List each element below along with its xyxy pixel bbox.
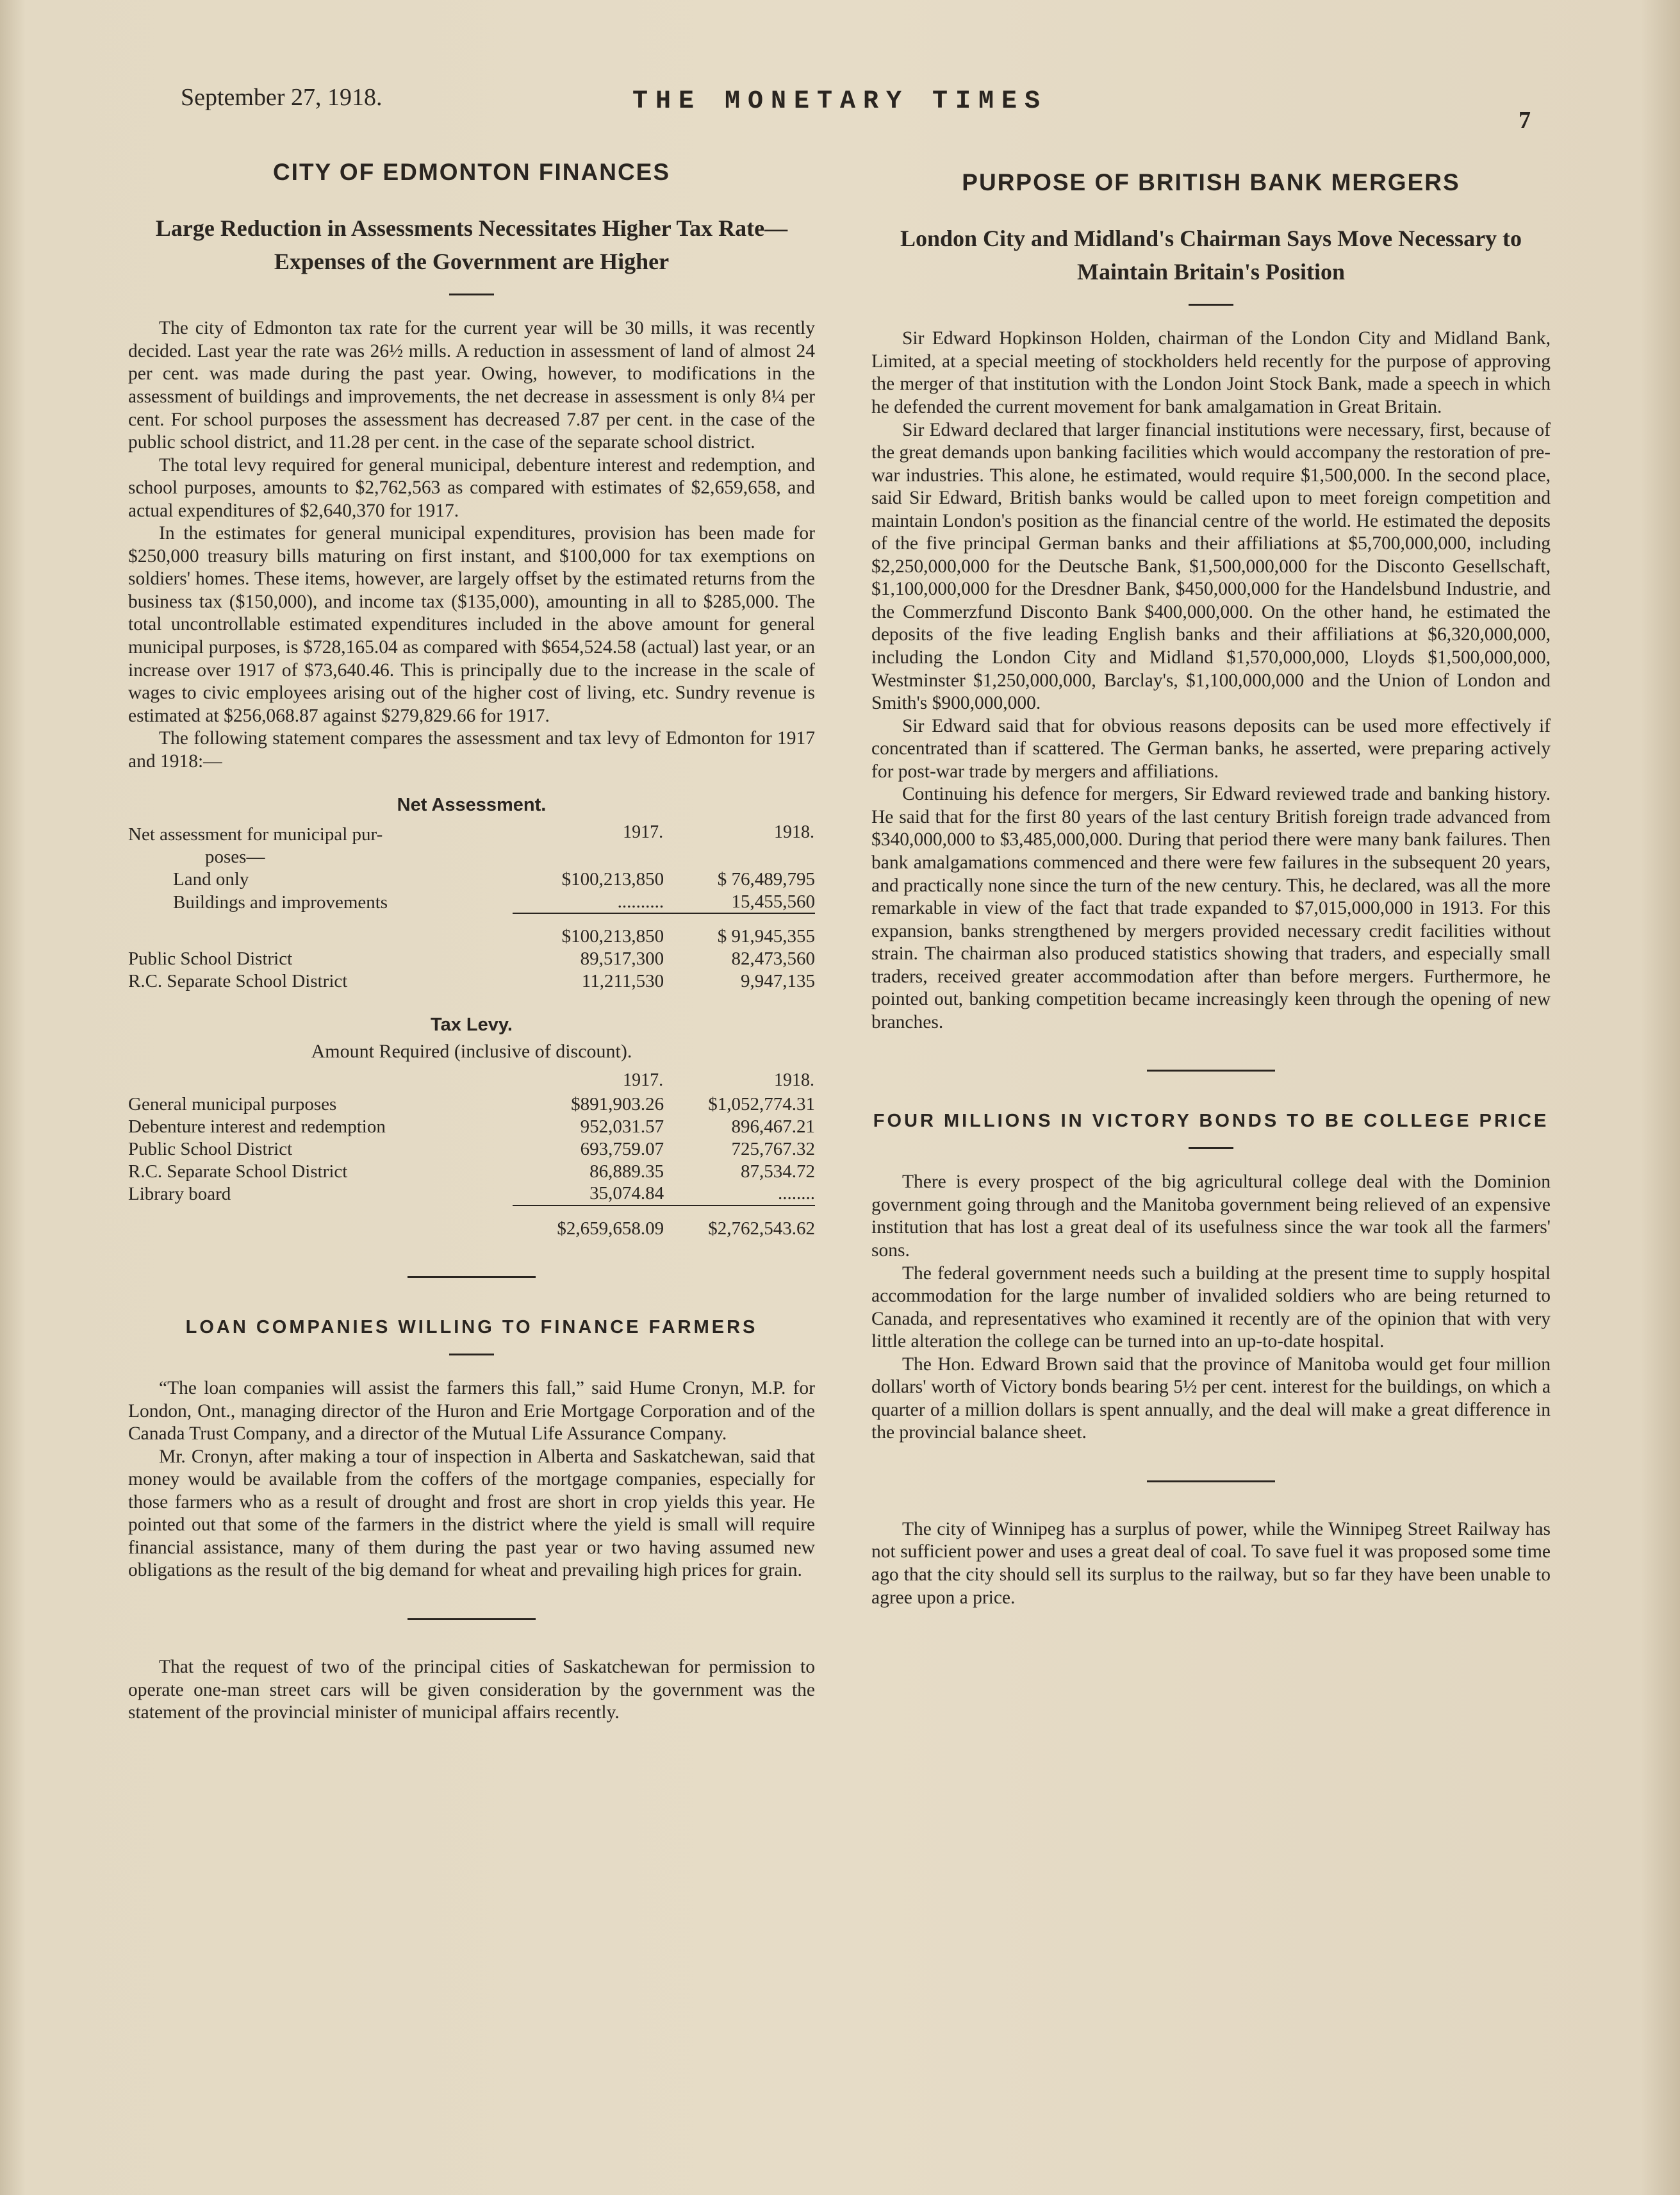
paragraph: The Hon. Edward Brown said that the province of Manitoba would get four million dollars' worth of Victory bonds bearing 5½ per cent. interest for the buildings, on which a quarter of a million dollars is spent annually, and the deal will make a great difference in the provincial balance sheet. <box>871 1354 1551 1443</box>
publication-title: THE MONETARY TIMES <box>632 87 1048 116</box>
paragraph: Sir Edward declared that larger financial institutions were necessary, first, because of the great demands upon banking facilities which would accompany the restoration of pre-war industries. This alone, he estimated, would require $1,500,000. In the second place, said Sir Edward, British banks would be called upon to meet foreign competition and maintain London's position as the financial centre of the world. He estimated the deposits of the five principal German banks and their affiliations at $5,700,000,000, including $2,250,000,000 for the Deutsche Bank, $1,500,000,000 for the Disconto Gesellschaft, $1,100,000,000 for the Dresdner Bank, $450,000,000 for the Handelsbund Industrie, and the Commerzfund Disconto Bank $400,000,000. On the other hand, he estimated the deposits of the five leading English banks and their affiliations at $6,320,000,000, including the London City and Midland $1,570,000,000, Lloyds $1,500,000,000, Westminster $1,250,000,000, Barclay's, $1,100,000,000 and the Union of London and Smith's $900,000,000. <box>871 419 1551 714</box>
value-1917: 89,517,300 <box>580 948 664 970</box>
value-1918: 896,467.21 <box>731 1116 815 1138</box>
section-divider <box>1147 1070 1275 1072</box>
total-1917: $100,213,850 <box>513 913 664 948</box>
table-row <box>128 1161 815 1183</box>
table-row <box>128 1093 815 1116</box>
page-number: 7 <box>1519 107 1531 134</box>
value-1917: 11,211,530 <box>581 970 664 991</box>
table-row <box>128 970 815 993</box>
right-column <box>871 154 1551 1609</box>
col-1918: 1918. <box>774 1070 814 1090</box>
divider <box>449 1354 494 1355</box>
value-1917: 35,074.84 <box>589 1183 664 1204</box>
table-row <box>128 891 815 914</box>
row-label: Public School District <box>128 1138 293 1159</box>
tax-levy-table <box>128 1069 815 1240</box>
divider <box>1189 1147 1233 1149</box>
section-divider <box>408 1276 536 1278</box>
value-1917: 693,759.07 <box>580 1138 664 1159</box>
paragraph: The total levy required for general municipal, debenture interest and redemption, and school purposes, amounts to $2,762,563 as compared with estimates of $2,659,658, and actual expenditures of $2,640,370 for 1917. <box>128 454 815 521</box>
divider <box>449 294 494 295</box>
paragraph: That the request of two of the principal cities of Saskatchewan for permission to operate one-man street cars will be given consideration by the government was the statement of the provincial minister of municipal affairs recently. <box>128 1657 815 1723</box>
paragraph: In the estimates for general municipal expenditures, provision has been made for $250,000 treasury bills maturing on first instant, and $100,000 for tax exemptions on soldiers' homes. These items, however, are largely offset by the estimated returns from the business tax ($150,000), and income tax ($135,000), amounting in all to $285,000. The total uncontrollable estimated expenditures included in the above amount for general municipal purposes, is $728,165.04 as compared with $654,524.58 (actual) last year, or an increase over 1917 of $73,640.46. This is principally due to the increase in the scale of wages to civic employees arising out of the higher cost of living, etc. Sundry revenue is estimated at $256,068.87 against $279,829.66 for 1917. <box>128 523 815 726</box>
total-1918: $2,762,543.62 <box>664 1205 815 1240</box>
table-row <box>128 948 815 970</box>
value-1918: 15,455,560 <box>731 891 815 912</box>
net-assessment-caption: Net Assessment. <box>397 795 547 816</box>
paragraph: “The loan companies will assist the farmers this fall,” said Hume Cronyn, M.P. for London, Ont., managing director of the Huron and Erie Mortgage Corporation and of the Canada Trust Company, and a director of the Mutual Life Assurance Company. <box>128 1378 815 1445</box>
paragraph: The following statement compares the assessment and tax levy of Edmonton for 1917 and 1918:— <box>128 728 815 772</box>
left-column <box>128 154 815 1725</box>
paragraph: The city of Winnipeg has a surplus of power, while the Winnipeg Street Railway has not sufficient power and uses a great deal of coal. To save fuel it was proposed some time ago that the city should sell its surplus to the railway, but so far they have been unable to agree upon a price. <box>871 1518 1551 1608</box>
row-label: R.C. Separate School District <box>128 970 348 991</box>
row-label: Buildings and improvements <box>173 891 388 913</box>
value-1918: ........ <box>778 1183 815 1204</box>
value-1918: $ 76,489,795 <box>717 868 815 890</box>
table-total-row <box>128 913 815 948</box>
section-divider <box>1147 1480 1275 1482</box>
net-assessment-table <box>128 821 815 992</box>
paragraph: Sir Edward said that for obvious reasons deposits can be used more effectively if concentrated than if scattered. The German banks, he asserted, were preparing actively for post-war trade by mergers and affiliations. <box>871 715 1551 782</box>
article-victory-bonds <box>871 1107 1551 1445</box>
total-1917: $2,659,658.09 <box>513 1205 664 1240</box>
paragraph: The city of Edmonton tax rate for the current year will be 30 mills, it was recently decided. Last year the rate was 26½ mills. A reduction in assessment of land of almost 24 per cent. was made during the past year. Owing, however, to modifications in the assessment of buildings and improvements, the net decrease in assessment is only 8¼ per cent. For school purposes the assessment has decreased 7.87 per cent. in the case of the public school district, and 11.28 per cent. in the case of the separate school district. <box>128 318 815 453</box>
paragraph: Sir Edward Hopkinson Holden, chairman of the London City and Midland Bank, Limited, at a special meeting of stockholders held recently for the purpose of approving the merger of that institution with the London Joint Stock Bank, made a speech in which he defended the current movement for bank amalgamation in Great Britain. <box>871 328 1551 418</box>
net-heading-line2: poses— <box>205 846 265 867</box>
row-label: Library board <box>128 1184 231 1205</box>
row-label: R.C. Separate School District <box>128 1161 348 1182</box>
value-1918: $1,052,774.31 <box>708 1094 815 1115</box>
article-headline: PURPOSE OF BRITISH BANK MERGERS <box>962 169 1460 195</box>
article-bank-mergers <box>871 169 1551 1034</box>
value-1917: .......... <box>617 891 664 912</box>
article-loan-companies <box>128 1314 815 1582</box>
col-1917: 1917. <box>623 822 664 843</box>
table-row <box>128 868 815 891</box>
net-heading-line1: Net assessment for municipal pur- <box>128 824 383 845</box>
article-headline: CITY OF EDMONTON FINANCES <box>272 159 671 185</box>
paragraph: There is every prospect of the big agricultural college deal with the Dominion government going through and the Manitoba government being relieved of an expensive institution that has lost a great deal of its usefulness since the war took all the farmers' sons. <box>871 1172 1551 1261</box>
issue-date: September 27, 1918. <box>181 84 383 111</box>
col-1917: 1917. <box>623 1070 664 1090</box>
value-1918: 87,534.72 <box>741 1161 815 1182</box>
col-1918: 1918. <box>774 822 814 843</box>
value-1917: $100,213,850 <box>561 868 664 890</box>
table-total-row <box>128 1205 815 1240</box>
tax-levy-caption: Tax Levy. <box>431 1014 513 1035</box>
divider <box>1189 304 1233 306</box>
page-header <box>0 76 1680 133</box>
row-label: Land only <box>173 868 249 890</box>
table-row <box>128 1116 815 1138</box>
value-1918: 9,947,135 <box>741 970 815 991</box>
article-winnipeg-power <box>871 1518 1551 1609</box>
row-label: Debenture interest and redemption <box>128 1116 386 1138</box>
article-headline: FOUR MILLIONS IN VICTORY BONDS TO BE COLLEGE PRICE <box>873 1111 1549 1132</box>
value-1917: 952,031.57 <box>580 1116 664 1138</box>
article-deck: London City and Midland's Chairman Says Move Necessary to Maintain Britain's Position <box>900 226 1522 285</box>
article-headline: LOAN COMPANIES WILLING TO FINANCE FARMERS <box>185 1317 758 1338</box>
article-street-cars <box>128 1656 815 1725</box>
value-1917: 86,889.35 <box>589 1161 664 1182</box>
article-edmonton-finances <box>128 159 815 1240</box>
article-deck: Large Reduction in Assessments Necessitates Higher Tax Rate—Expenses of the Government are Higher <box>155 215 788 275</box>
row-label: General municipal purposes <box>128 1094 337 1115</box>
value-1917: $891,903.26 <box>571 1094 664 1115</box>
table-row <box>128 1182 815 1205</box>
paragraph: Mr. Cronyn, after making a tour of inspection in Alberta and Saskatchewan, said that money would be available from the coffers of the mortgage companies, especially for those farmers who as a result of drought and frost are short in crop yields this year. He pointed out that some of the farmers in the district where the yield is small will require financial assistance, many of them during the past year or two having assumed new obligations as the result of the big demand for wheat and prevailing high prices for grain. <box>128 1446 815 1581</box>
section-divider <box>408 1618 536 1620</box>
value-1918: 82,473,560 <box>731 948 815 970</box>
paragraph: Continuing his defence for mergers, Sir Edward reviewed trade and banking history. He said that for the first 80 years of the last century British foreign trade advanced from $340,000,000 to $3,485,000,000. During that period there were many bank failures. Then bank amalgamations commenced and there were few failures in the subsequent 20 years, and practically none since the turn of the new century. This, he declared, was all the more remarkable in view of the fact that trade expanded to $7,015,000,000 in 1913. For this expansion, banks strengthened by mergers provided necessary credit facilities without strain. The chairman also produced statistics showing that traders, and especially small traders, received greater accommodation after than before mergers. Furthermore, he pointed out, banking competition became increasingly keen through the opening of new branches. <box>871 784 1551 1032</box>
value-1918: 725,767.32 <box>731 1138 815 1159</box>
total-1918: $ 91,945,355 <box>664 913 815 948</box>
tax-levy-subtitle: Amount Required (inclusive of discount). <box>311 1040 632 1062</box>
row-label: Public School District <box>128 948 293 970</box>
paragraph: The federal government needs such a building at the present time to supply hospital accommodation for the large number of invalided soldiers who are being returned to Canada, and representatives who examined it recently are of the opinion that with very little alteration the college can be turned into an up-to-date hospital. <box>871 1263 1551 1352</box>
table-row <box>128 1138 815 1161</box>
